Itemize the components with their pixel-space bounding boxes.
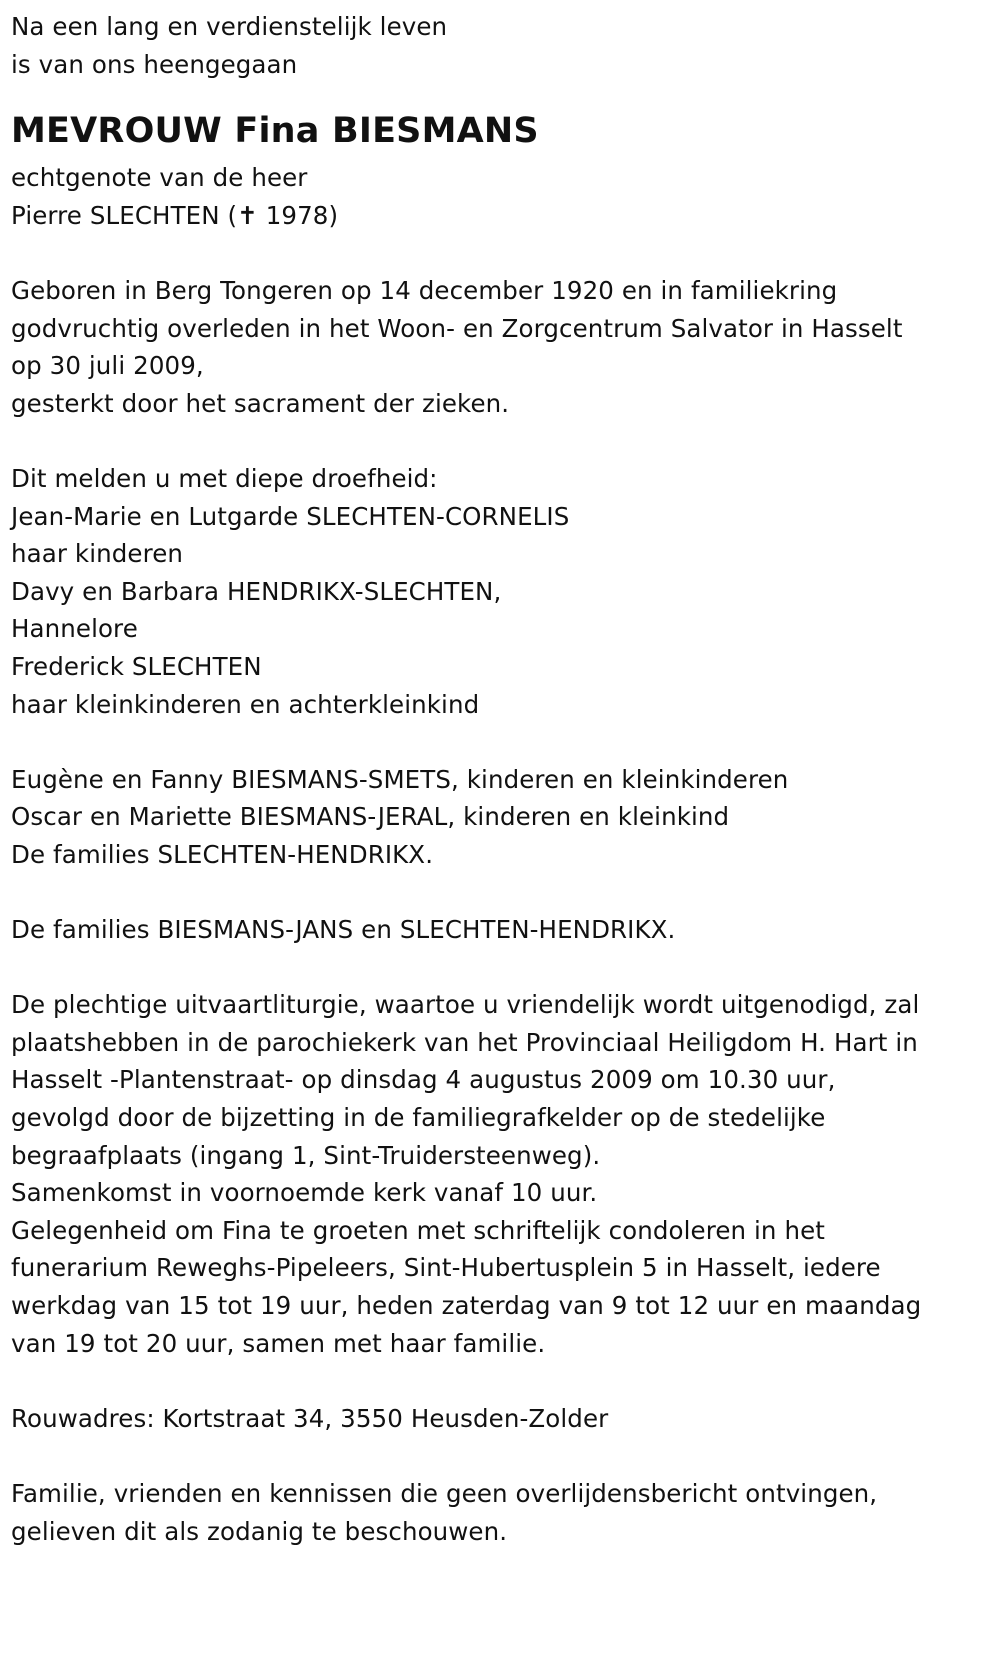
funeral-line: De plechtige uitvaartliturgie, waartoe u vriendelijk wordt uitgenodigd, zal — [11, 990, 920, 1020]
relative-line: Eugène en Fanny BIESMANS-SMETS, kinderen en kleinkinderen — [11, 764, 789, 794]
deceased-name: MEVROUW Fina BIESMANS — [11, 111, 539, 152]
funeral-line: van 19 tot 20 uur, samen met haar familie. — [11, 1328, 546, 1358]
funeral-line: funerarium Reweghs-Pipeleers, Sint-Hubertusplein 5 in Hasselt, iedere — [11, 1253, 881, 1283]
mourners-intro: Dit melden u met diepe droefheid: — [11, 463, 438, 493]
mourning-address: Rouwadres: Kortstraat 34, 3550 Heusden-Zolder — [11, 1403, 609, 1433]
funeral-line: plaatshebben in de parochiekerk van het Provinciaal Heiligdom H. Hart in — [11, 1027, 918, 1057]
obituary-notice — [11, 8, 991, 1550]
spacer — [11, 1362, 991, 1400]
funeral-line: Samenkomst in voornoemde kerk vanaf 10 uur. — [11, 1178, 598, 1208]
relative-line: Oscar en Mariette BIESMANS-JERAL, kinderen en kleinkind — [11, 802, 730, 832]
birth-death-line-2: godvruchtig overleden in het Woon- en Zorgcentrum Salvator in Hasselt — [11, 313, 903, 343]
birth-death-line-3: op 30 juli 2009, — [11, 351, 204, 381]
funeral-line: begraafplaats (ingang 1, Sint-Truidersteenweg). — [11, 1140, 601, 1170]
spacer — [11, 723, 991, 761]
mourner-line: Davy en Barbara HENDRIKX-SLECHTEN, — [11, 576, 502, 606]
funeral-line: werkdag van 15 tot 19 uur, heden zaterdag van 9 tot 12 uur en maandag — [11, 1291, 922, 1320]
families-line: De families BIESMANS-JANS en SLECHTEN-HENDRIKX. — [11, 915, 676, 945]
mourner-line: Jean-Marie en Lutgarde SLECHTEN-CORNELIS — [11, 501, 570, 531]
closing-line-1: Familie, vrienden en kennissen die geen overlijdensbericht ontvingen, — [11, 1478, 878, 1508]
mourner-line: haar kinderen — [11, 539, 183, 569]
spacer — [11, 1437, 991, 1475]
relative-line: De families SLECHTEN-HENDRIKX. — [11, 839, 434, 869]
mourner-line: Hannelore — [11, 614, 138, 644]
intro-line-2: is van ons heengegaan — [11, 49, 298, 79]
funeral-line: gevolgd door de bijzetting in de familiegrafkelder op de stedelijke — [11, 1103, 826, 1133]
spouse-relation: echtgenote van de heer — [11, 163, 308, 193]
birth-death-line-4: gesterkt door het sacrament der zieken. — [11, 388, 510, 418]
spacer — [11, 873, 991, 911]
spouse-name: Pierre SLECHTEN (✝ 1978) — [11, 200, 339, 230]
spacer — [11, 949, 991, 987]
funeral-line: Gelegenheid om Fina te groeten met schriftelijk condoleren in het — [11, 1215, 825, 1245]
spacer — [11, 422, 991, 460]
birth-death-line-1: Geboren in Berg Tongeren op 14 december 1920 en in familiekring — [11, 275, 838, 305]
closing-line-2: gelieven dit als zodanig te beschouwen. — [11, 1516, 508, 1546]
intro-line-1: Na een lang en verdienstelijk leven — [11, 12, 448, 41]
spacer — [11, 234, 991, 272]
funeral-line: Hasselt -Plantenstraat- op dinsdag 4 augustus 2009 om 10.30 uur, — [11, 1065, 836, 1095]
mourner-line: haar kleinkinderen en achterkleinkind — [11, 689, 480, 719]
mourner-line: Frederick SLECHTEN — [11, 651, 262, 681]
